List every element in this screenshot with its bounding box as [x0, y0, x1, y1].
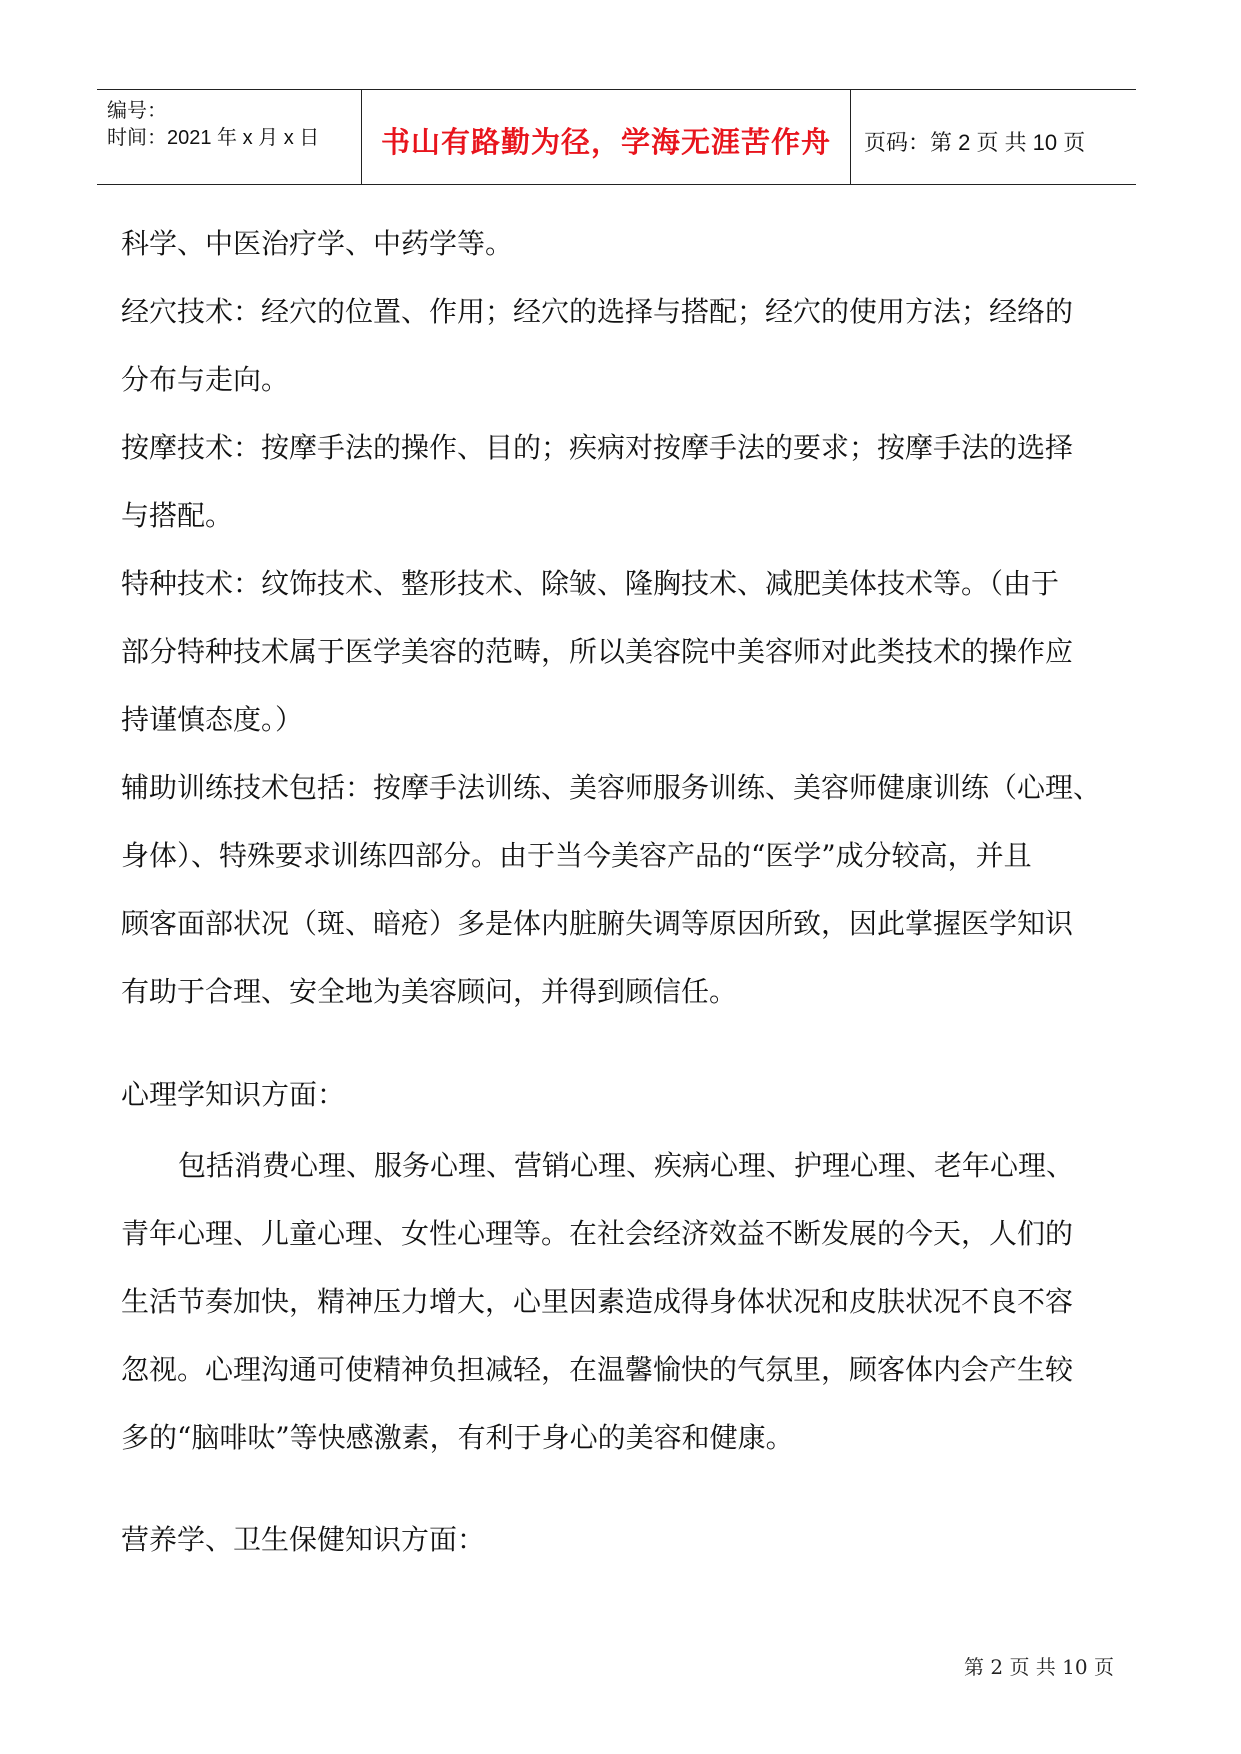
paragraph-line: 顾客面部状况（斑、暗疮）多是体内脏腑失调等原因所致，因此掌握医学知识: [121, 907, 1074, 940]
paragraph-line: 与搭配。: [121, 499, 234, 532]
paragraph-line: 身体）、特殊要求训练四部分。由于当今美容产品的“医学”成分较高，并且: [121, 839, 1032, 872]
paragraph-line: 有助于合理、安全地为美容顾问，并得到顾信任。: [121, 975, 738, 1008]
header-table: [97, 89, 1136, 185]
paragraph-line: 包括消费心理、服务心理、营销心理、疾病心理、护理心理、老年心理、: [178, 1149, 1075, 1182]
page-footer: 第 2 页 共 10 页: [964, 1655, 1114, 1679]
paragraph-line: 经穴技术：经穴的位置、作用；经穴的选择与搭配；经穴的使用方法；经络的: [121, 295, 1074, 328]
paragraph-line: 部分特种技术属于医学美容的范畴，所以美容院中美容师对此类技术的操作应: [121, 635, 1074, 668]
paragraph-line: 分布与走向。: [121, 363, 290, 396]
motto-text: 书山有路勤为径，学海无涯苦作舟: [380, 125, 831, 159]
serial-number-label: 编号：: [107, 100, 167, 122]
paragraph-line: 多的“脑啡呔”等快感激素，有利于身心的美容和健康。: [121, 1421, 794, 1454]
paragraph-line: 特种技术：纹饰技术、整形技术、除皱、隆胸技术、减肥美体技术等。（由于: [121, 567, 1060, 600]
header-meta-cell: [97, 90, 361, 184]
section-heading: 营养学、卫生保健知识方面：: [121, 1523, 486, 1556]
paragraph-line: 持谨慎态度。）: [121, 703, 304, 736]
paragraph-line: 科学、中医治疗学、中药学等。: [121, 227, 514, 260]
paragraph-line: 按摩技术：按摩手法的操作、目的；疾病对按摩手法的要求；按摩手法的选择: [121, 431, 1074, 464]
section-heading: 心理学知识方面：: [121, 1078, 346, 1111]
date-label: 时间：2021 年 x 月 x 日: [107, 127, 320, 149]
paragraph-line: 辅助训练技术包括：按摩手法训练、美容师服务训练、美容师健康训练（心理、: [121, 771, 1102, 804]
header-motto-cell: [361, 90, 851, 184]
paragraph-line: 青年心理、儿童心理、女性心理等。在社会经济效益不断发展的今天，人们的: [121, 1217, 1074, 1250]
paragraph-line: 忽视。心理沟通可使精神负担减轻，在温馨愉快的气氛里，顾客体内会产生较: [121, 1353, 1074, 1386]
header-page-number: 页码：第 2 页 共 10 页: [864, 130, 1086, 155]
header-page-cell: [851, 90, 1136, 184]
paragraph-line: 生活节奏加快，精神压力增大，心里因素造成得身体状况和皮肤状况不良不容: [121, 1285, 1074, 1318]
